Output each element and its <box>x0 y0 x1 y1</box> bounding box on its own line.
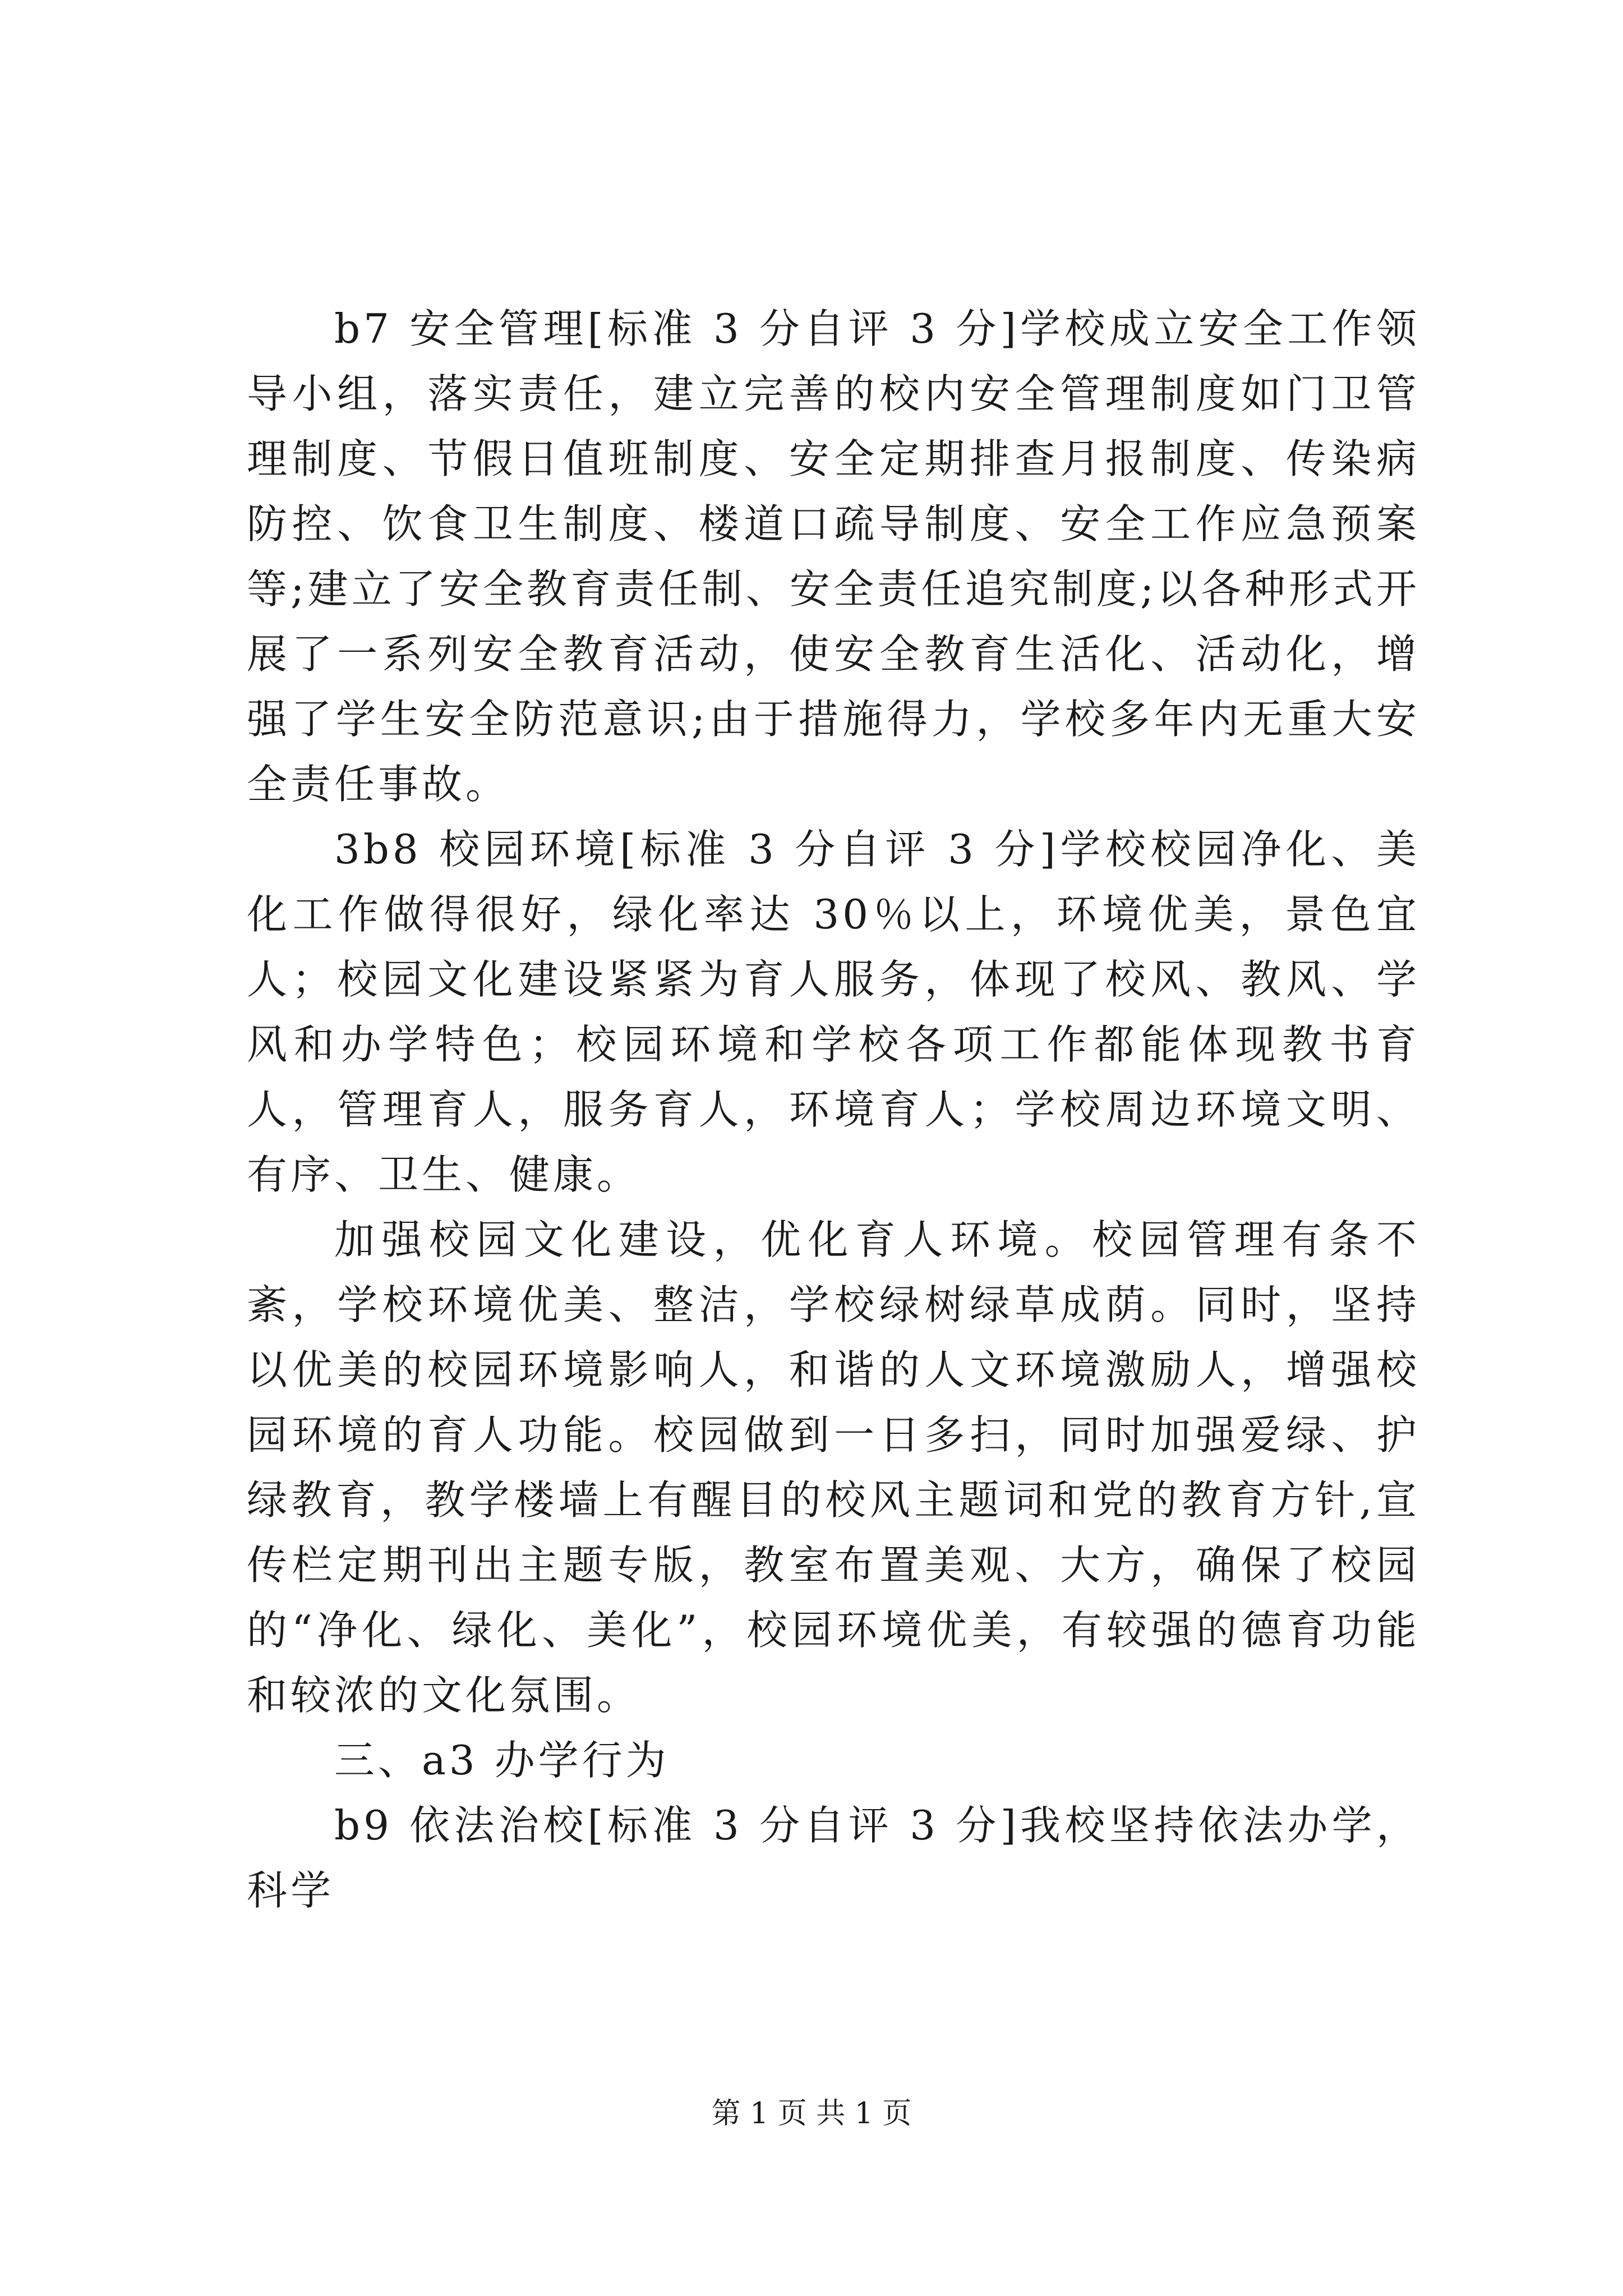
section-heading-a3: 三、a3 办学行为 <box>334 1737 670 1784</box>
paragraph-b8-campus-environment: 3b8 校园环境[标准 3 分自评 3 分]学校校园净化、美化工作做得很好，绿化率达 30％以上，环境优美，景色宜人；校园文化建设紧紧为育人服务，体现了校风、教风、学风和办学特色；校园环境和学校各项工作都能体现教书育人，管理育人，服务育人，环境育人；学校周边环境文明、有序、卫生、健康。 <box>247 826 1420 1198</box>
paragraph-b7-safety-management: b7 安全管理[标准 3 分自评 3 分]学校成立安全工作领导小组，落实责任，建立完善的校内安全管理制度如门卫管理制度、节假日值班制度、安全定期排查月报制度、传染病防控、饮食卫生制度、楼道口疏导制度、安全工作应急预案等;建立了安全教育责任制、安全责任追究制度;以各种形式开展了一系列安全教育活动，使安全教育生活化、活动化，增强了学生安全防范意识;由于措施得力，学校多年内无重大安全责任事故。 <box>247 305 1420 808</box>
document-body <box>247 296 1420 1923</box>
paragraph-campus-culture: 加强校园文化建设，优化育人环境。校园管理有条不紊，学校环境优美、整洁，学校绿树绿草成荫。同时，坚持以优美的校园环境影响人，和谐的人文环境激励人，增强校园环境的育人功能。校园做到一日多扫，同时加强爱绿、护绿教育，教学楼墙上有醒目的校风主题词和党的教育方针,宣传栏定期刊出主题专版，教室布置美观、大方，确保了校园的“净化、绿化、美化”，校园环境优美，有较强的德育功能和较浓的文化氛围。 <box>247 1216 1420 1719</box>
page-number-footer: 第 1 页 共 1 页 <box>711 2097 912 2131</box>
paragraph-b9-rule-of-law: b9 依法治校[标准 3 分自评 3 分]我校坚持依法办学，科学 <box>247 1802 1420 1914</box>
